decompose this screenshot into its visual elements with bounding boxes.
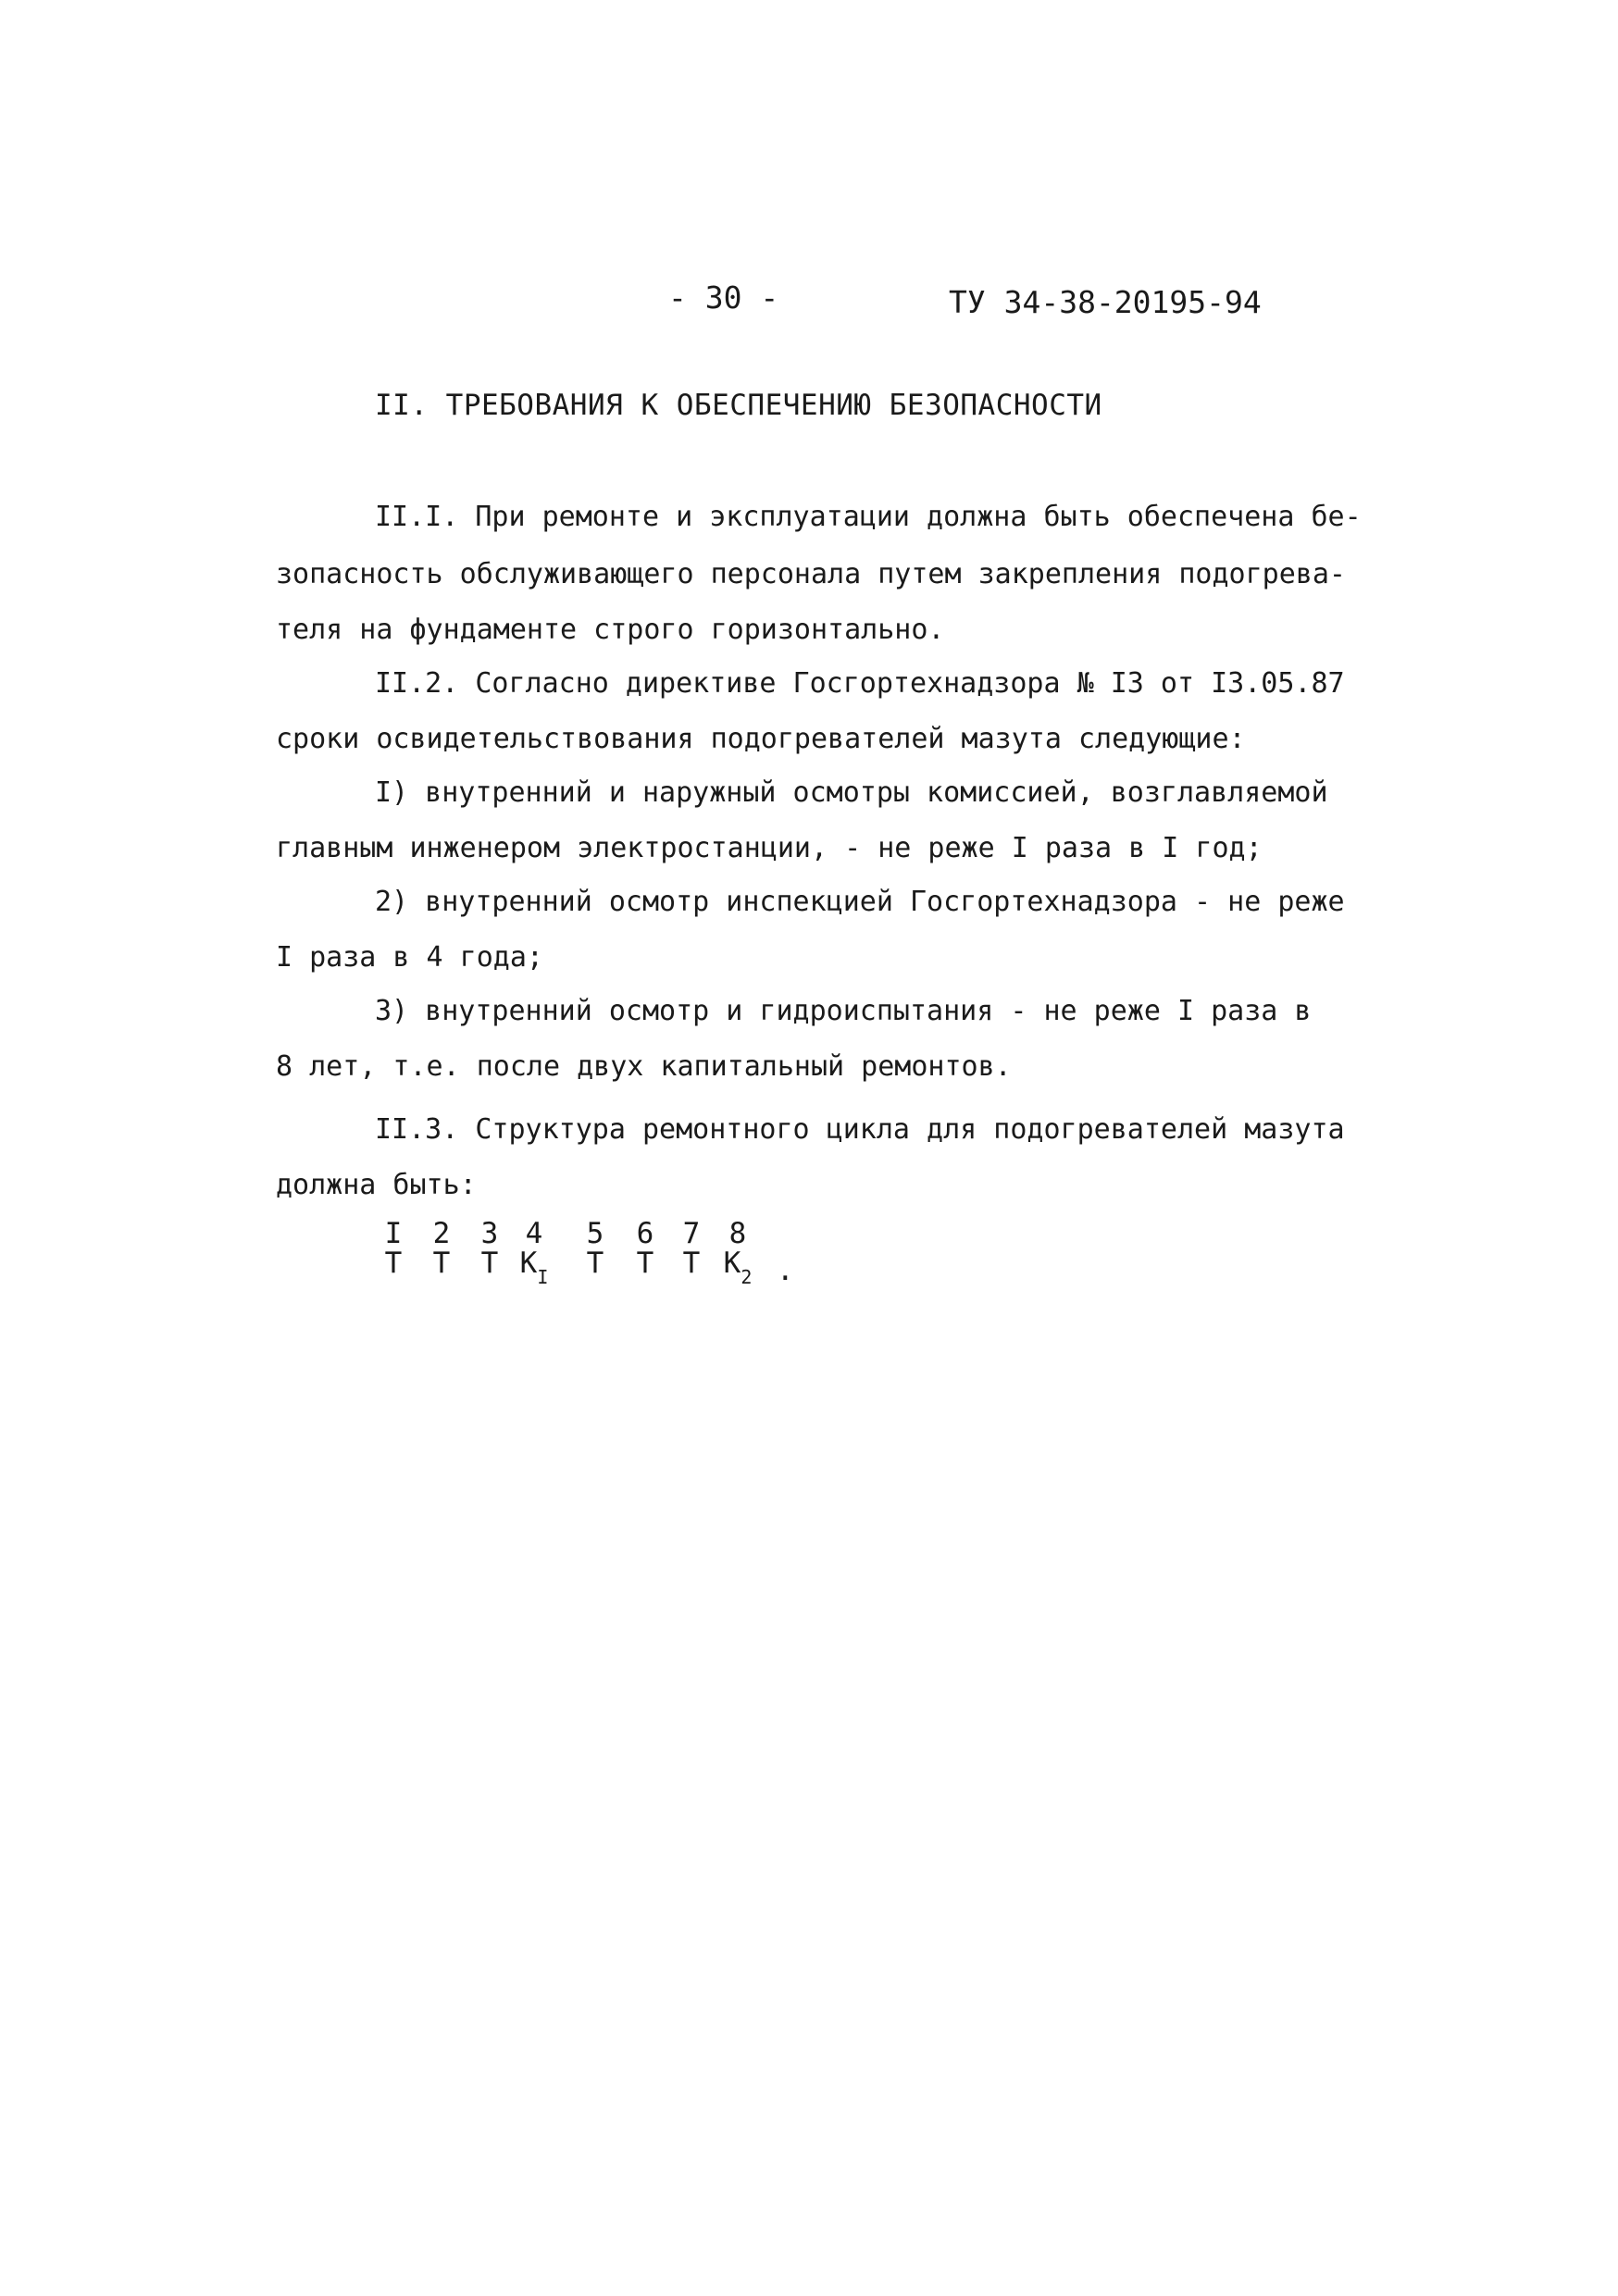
paragraph-line: II.3. Структура ремонтного цикла для подогревателей мазута: [375, 1113, 1345, 1146]
list-item-line: I) внутренний и наружный осмотры комиссией, возглавляемой: [375, 776, 1328, 809]
cycle-step: [577, 1217, 614, 1280]
page-number: - 30 -: [668, 279, 779, 316]
cycle-step-number: 2: [432, 1217, 451, 1250]
cycle-step: [719, 1217, 756, 1288]
cycle-step-type: Т: [636, 1247, 654, 1280]
cycle-end-period: .: [777, 1254, 794, 1287]
cycle-step-index: 2: [741, 1266, 753, 1288]
cycle-step-type: Т: [432, 1247, 451, 1280]
cycle-step-index: I: [537, 1266, 549, 1288]
cycle-step-type: Т: [384, 1247, 403, 1280]
cycle-step: [471, 1217, 508, 1280]
paragraph-line: теля на фундаменте строго горизонтально.: [276, 614, 945, 646]
paragraph-line: зопасность обслуживающего персонала путем закрепления подогрева-: [276, 558, 1346, 590]
list-item-line: главным инженером электростанции, - не реже I раза в I год;: [276, 832, 1263, 864]
cycle-step: [673, 1217, 710, 1280]
cycle-step-number: 8: [728, 1217, 747, 1250]
cycle-step-type: $К_2$: [723, 1247, 753, 1288]
cycle-step-number: 7: [682, 1217, 701, 1250]
cycle-step: [423, 1217, 460, 1280]
list-item-line: 2) внутренний осмотр инспекцией Госгортехнадзора - не реже: [375, 886, 1345, 918]
cycle-step: [516, 1217, 553, 1288]
cycle-step-type: Т: [682, 1247, 701, 1280]
paragraph-line: сроки освидетельствования подогревателей мазута следующие:: [276, 723, 1246, 755]
cycle-step: [375, 1217, 412, 1280]
cycle-step-number: I: [384, 1217, 403, 1250]
paragraph-line: II.I. При ремонте и эксплуатации должна быть обеспечена бе-: [375, 501, 1362, 533]
cycle-step-type: Т: [480, 1247, 499, 1280]
cycle-step-number: 6: [636, 1217, 654, 1250]
list-item-line: 3) внутренний осмотр и гидроиспытания - не реже I раза в: [375, 995, 1312, 1027]
document-code: ТУ 34-38-20195-94: [949, 284, 1262, 320]
paragraph-line: II.2. Согласно директиве Госгортехнадзора № I3 от I3.05.87: [375, 667, 1345, 700]
list-item-line: I раза в 4 года;: [276, 941, 543, 974]
paragraph-line: должна быть:: [276, 1169, 477, 1201]
section-title: II. ТРЕБОВАНИЯ К ОБЕСПЕЧЕНИЮ БЕЗОПАСНОСТИ: [375, 389, 1102, 422]
cycle-step-type: $К_I$: [519, 1247, 549, 1288]
cycle-step-number: 4: [525, 1217, 543, 1250]
cycle-step-type: Т: [586, 1247, 604, 1280]
list-item-line: 8 лет, т.е. после двух капитальный ремонтов.: [276, 1050, 1012, 1083]
cycle-step-number: 3: [480, 1217, 499, 1250]
cycle-step-number: 5: [586, 1217, 604, 1250]
repair-cycle-sequence: [375, 1217, 838, 1294]
cycle-step: [627, 1217, 664, 1280]
